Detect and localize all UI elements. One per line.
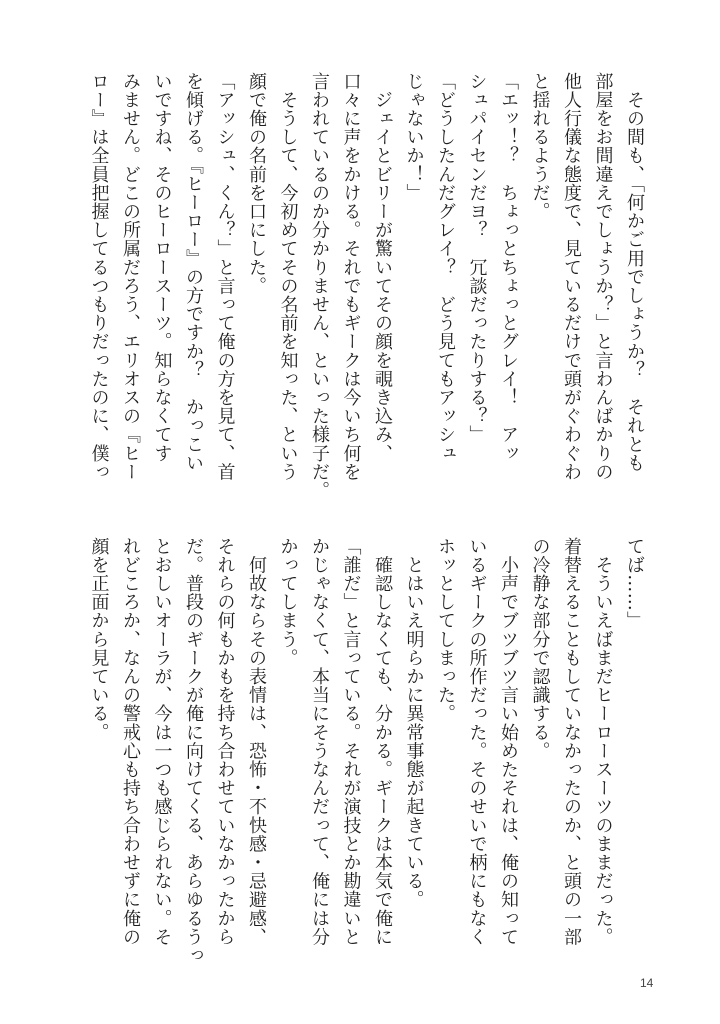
text-block-lower xyxy=(83,537,650,967)
text-line: みません。どこの所属だろう、エリオスの『ヒー xyxy=(120,72,141,482)
text-line: 他人行儀な態度で、見ているだけで頭がぐわぐわ xyxy=(561,72,582,482)
text-line: と揺れるようだ。 xyxy=(529,72,551,221)
text-line: 「誰だ」と言っている。それが演技とか勘違いと xyxy=(340,537,362,947)
text-line: シュパイセンだヨ？ 冗談だったりする？」 xyxy=(466,72,488,444)
text-line: 顔で俺の名前を口にした。 xyxy=(246,72,267,296)
text-line: 言われているのか分かりません、といった様子だ。 xyxy=(309,72,330,500)
text-line: いるギークの所作だった。そのせいで柄にもなく xyxy=(466,537,488,947)
text-line: いですね、そのヒーロースーツ。知らなくてす xyxy=(151,72,173,463)
text-line: とはいえ明らかに異常事態が起きている。 xyxy=(403,537,425,909)
text-line: じゃないか！」 xyxy=(403,72,425,203)
text-line: その間も、「何かご用でしょうか？ それとも xyxy=(624,72,645,473)
text-line: かってしまう。 xyxy=(277,537,299,668)
text-line: そうして、今初めてその名前を知った、という xyxy=(277,72,299,482)
text-line: だ。普段のギークが俺に向けてくる、あらゆるうっ xyxy=(183,537,204,965)
text-line: 確認しなくても、分かる。ギークは本気で俺に xyxy=(372,537,393,947)
text-line: の冷静な部分で認識する。 xyxy=(529,537,551,761)
text-line: 顔を正面から見ている。 xyxy=(88,537,110,742)
text-line: そういえばまだヒーロースーツのままだった。 xyxy=(592,537,614,947)
page-number: 14 xyxy=(640,976,654,990)
text-line: ロー』は全員把握してるつもりだったのに、僕っ xyxy=(88,72,110,482)
text-line: 口々に声をかける。それでもギークは今いち何を xyxy=(340,72,362,482)
text-line: ジェイとビリーが驚いてその顔を覗き込み、 xyxy=(372,72,393,463)
text-line: かじゃなくて、本当にそうなんだって、俺には分 xyxy=(309,537,330,947)
text-line: てば……」 xyxy=(624,537,645,630)
text-line: 「アッシュ、くん？」と言って俺の方を見て、首 xyxy=(214,72,236,482)
text-line: 「どうしたんだグレイ？ どう見てもアッシュ xyxy=(435,72,456,463)
text-line: を傾げる。『ヒーロー』の方ですか？ かっこい xyxy=(183,72,204,473)
text-line: とおしいオーラが、今は一つも感じられない。そ xyxy=(151,537,173,947)
text-line: それらの何もかもを持ち合わせていなかったから xyxy=(214,537,236,947)
text-line: 着替えることもしていなかったのか、と頭の一部 xyxy=(561,537,582,947)
text-line: ホッとしてしまった。 xyxy=(435,537,456,723)
text-line: 何故ならその表情は、恐怖・不快感・忌避感、 xyxy=(246,537,267,947)
text-line: 部屋をお間違えでしょうか？」と言わんばかりの xyxy=(592,72,614,482)
text-line: れどころか、なんの警戒心も持ち合わせずに俺の xyxy=(120,537,141,947)
text-block-upper xyxy=(83,72,650,502)
text-line: 「エッ！？ ちょっとちょっとグレイ！ アッ xyxy=(498,72,519,463)
text-line: 小声でブツブツ言い始めたそれは、俺の知って xyxy=(498,537,519,947)
